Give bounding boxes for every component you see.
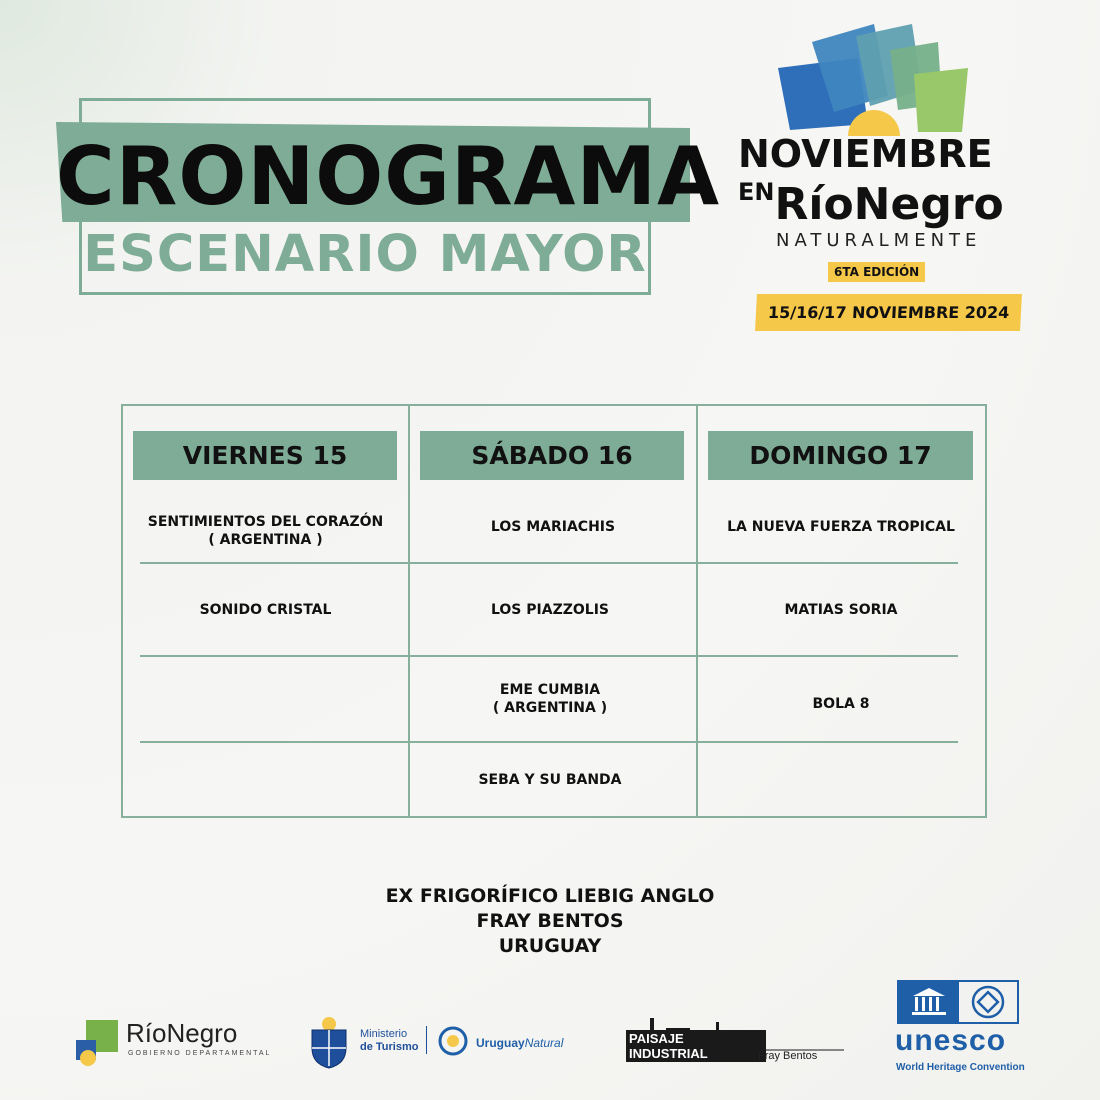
rionegro-logo-icon <box>74 1018 120 1066</box>
festival-fan-logo-icon <box>770 20 980 136</box>
brand-rionegro: RíoNegro <box>774 179 1004 230</box>
unesco-wordmark: unesco <box>895 1024 1007 1057</box>
day-header-viernes: VIERNES 15 <box>133 431 397 480</box>
paisaje-sub: Fray Bentos <box>758 1050 818 1062</box>
dates-badge: 15/16/17 NOVIEMBRE 2024 <box>755 294 1022 331</box>
act-name: BOLA 8 <box>812 696 870 712</box>
act-origin: ( ARGENTINA ) <box>492 700 608 716</box>
act-name: EME CUMBIA <box>499 682 601 698</box>
edition-badge: 6TA EDICIÓN <box>828 262 925 282</box>
act-name: SONIDO CRISTAL <box>199 601 332 618</box>
act-cell <box>410 564 690 655</box>
page-title: CRONOGRAMA <box>56 130 720 223</box>
page-subtitle: ESCENARIO MAYOR <box>83 225 647 284</box>
brand-noviembre: NOVIEMBRE <box>738 132 993 176</box>
brand-en: EN <box>738 178 775 206</box>
rionegro-sub: GOBIERNO DEPARTAMENTAL <box>128 1050 272 1057</box>
act-cell <box>410 743 690 816</box>
act-cell <box>698 564 984 655</box>
act-name: MATIAS SORIA <box>784 601 898 618</box>
unesco-temple-icon <box>899 982 959 1022</box>
venue-city: FRAY BENTOS <box>476 910 624 932</box>
brand-tagline: NATURALMENTE <box>776 230 982 251</box>
uruguay-natural-label <box>476 1036 563 1050</box>
natural-word: Natural <box>524 1036 564 1050</box>
unesco-emblem <box>897 980 1019 1024</box>
rionegro-name: RíoNegro <box>126 1018 238 1048</box>
footer-divider <box>426 1026 427 1054</box>
uruguay-word: Uruguay <box>476 1036 525 1050</box>
uruguay-natural-sun-icon <box>438 1026 468 1056</box>
act-cell <box>698 500 984 554</box>
act-name: SENTIMIENTOS DEL CORAZÓN <box>147 514 384 530</box>
act-name: SEBA Y SU BANDA <box>478 771 622 788</box>
act-name: LOS PIAZZOLIS <box>490 601 609 618</box>
act-name: LOS MARIACHIS <box>490 519 616 535</box>
act-cell <box>410 500 696 554</box>
unesco-sub: World Heritage Convention <box>896 1062 1025 1073</box>
day-header-domingo: DOMINGO 17 <box>708 431 973 480</box>
act-cell <box>123 564 408 655</box>
act-cell <box>123 500 408 562</box>
ministerio-line1: Ministerio <box>360 1028 408 1040</box>
ministerio-label <box>360 1028 418 1054</box>
venue-country: URUGUAY <box>498 935 602 957</box>
act-name: LA NUEVA FUERZA TROPICAL <box>727 519 955 535</box>
act-cell <box>410 657 690 741</box>
venue-block <box>300 884 800 959</box>
act-cell <box>698 657 984 751</box>
day-header-sabado: SÁBADO 16 <box>420 431 684 480</box>
ministerio-line2: de Turismo <box>360 1041 419 1053</box>
venue-name: EX FRIGORÍFICO LIEBIG ANGLO <box>385 885 715 907</box>
paisaje-industrial-label: PAISAJE INDUSTRIAL <box>626 1030 766 1062</box>
act-origin: ( ARGENTINA ) <box>208 532 323 548</box>
world-heritage-icon <box>959 982 1017 1022</box>
uruguay-shield-icon <box>306 1014 352 1070</box>
